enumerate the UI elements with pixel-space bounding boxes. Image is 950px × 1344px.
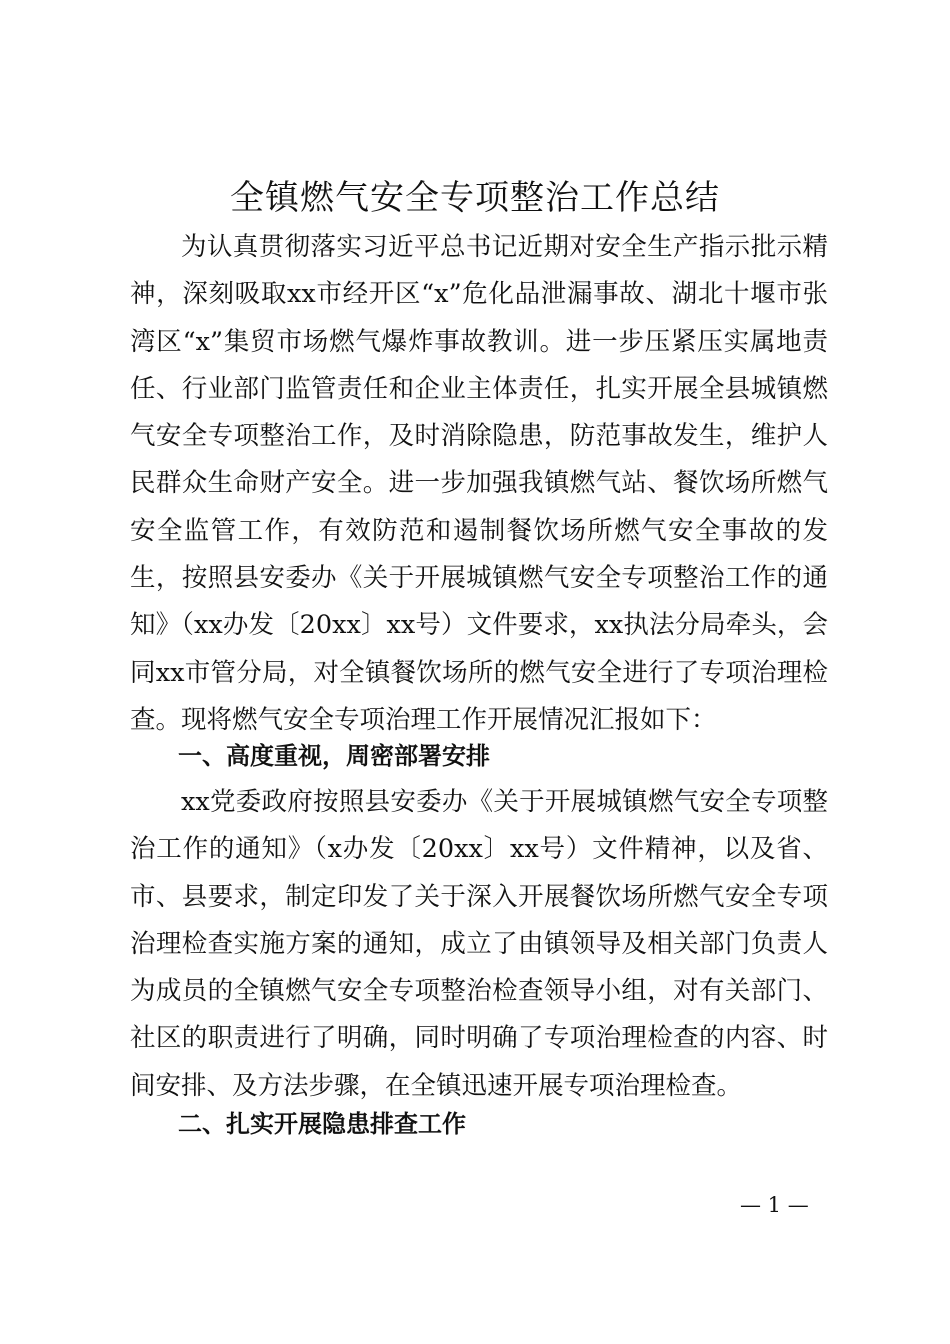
paragraph-section-1: xx党委政府按照县安委办《关于开展城镇燃气安全专项整治工作的通知》（x办发〔20xx〕xx号）文件精神，以及省、市、县要求，制定印发了关于深入开展餐饮场所燃气安全专项治理检查实施方案的通知，成立了由镇领导及相关部门负责人为成员的全镇燃气安全专项整治检查领导小组，对有关部门、社区的职责进行了明确，同时明确了专项治理检查的内容、时间安排、及方法步骤，在全镇迅速开展专项治理检查。: [130, 787, 828, 1101]
document-title: 全镇燃气安全专项整治工作总结: [230, 178, 720, 218]
section-heading-2: 二、扎实开展隐患排查工作: [178, 1110, 466, 1138]
paragraph-intro: 为认真贯彻落实习近平总书记近期对安全生产指示批示精神，深刻吸取xx市经开区“x”危化品泄漏事故、湖北十堰市张湾区“x”集贸市场燃气爆炸事故教训。进一步压紧压实属地责任、行业部门监管责任和企业主体责任，扎实开展全县城镇燃气安全专项整治工作，及时消除隐患，防范事故发生，维护人民群众生命财产安全。进一步加强我镇燃气站、餐饮场所燃气安全监管工作，有效防范和遏制餐饮场所燃气安全事故的发生，按照县安委办《关于开展城镇燃气安全专项整治工作的通知》（xx办发〔20xx〕xx号）文件要求，xx执法分局牵头，会同xx市管分局，对全镇餐饮场所的燃气安全进行了专项治理检查。现将燃气安全专项治理工作开展情况汇报如下：: [130, 232, 828, 735]
section-heading-1: 一、高度重视，周密部署安排: [178, 742, 490, 770]
page-number: — 1 —: [740, 1193, 809, 1217]
